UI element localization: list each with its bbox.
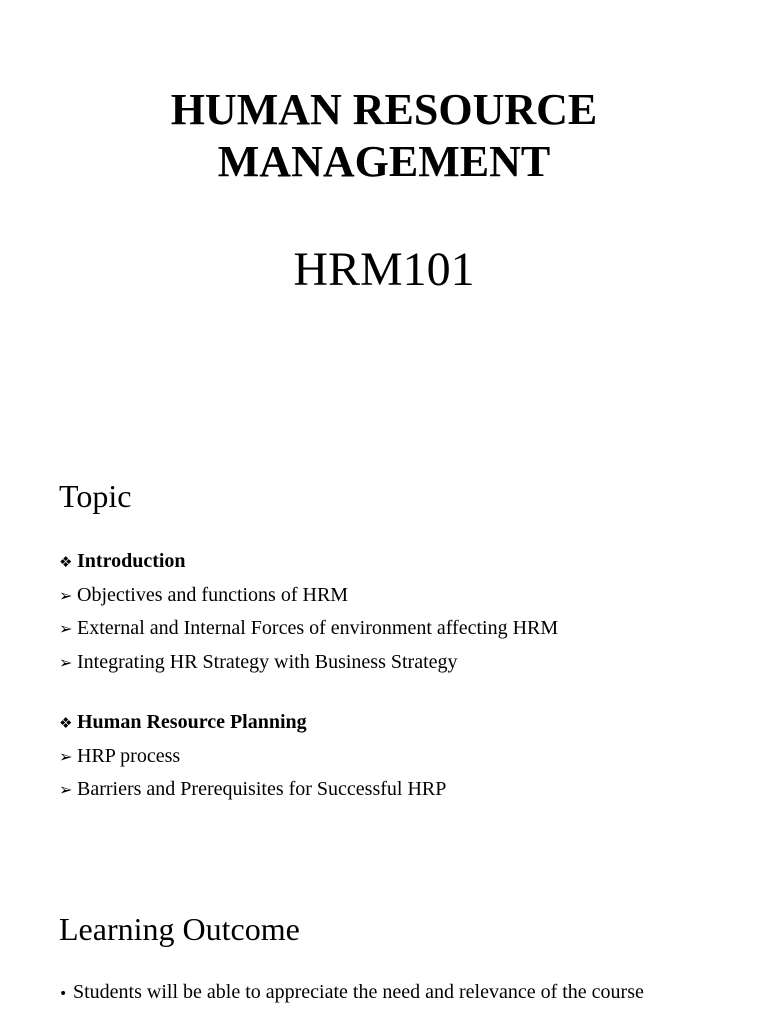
topic-heading: Topic	[59, 478, 132, 514]
title-line-1: HUMAN RESOURCE	[170, 85, 598, 134]
group-title-text: Human Resource Planning	[77, 711, 307, 733]
diamond-bullet-icon: ❖	[59, 714, 73, 732]
list-item	[59, 612, 739, 646]
group-title-text: Introduction	[77, 550, 186, 572]
list-item	[59, 646, 739, 680]
group-title	[59, 706, 739, 740]
diamond-bullet-icon: ❖	[59, 553, 73, 571]
learning-outcome-heading: Learning Outcome	[59, 911, 300, 947]
topic-group-introduction	[59, 545, 739, 679]
list-item-text: Objectives and functions of HRM	[77, 583, 349, 606]
list-item-text: Integrating HR Strategy with Business Strategy	[77, 650, 458, 673]
list-item	[59, 579, 739, 613]
topic-group-hr-planning	[59, 706, 739, 807]
learning-outcome-list	[59, 980, 709, 1007]
arrow-bullet-icon: ➢	[59, 746, 73, 766]
title-line-2: MANAGEMENT	[217, 137, 551, 186]
arrow-bullet-icon: ➢	[59, 652, 73, 672]
slide-title	[0, 84, 768, 188]
arrow-bullet-icon: ➢	[59, 619, 73, 638]
list-item-text: HRP process	[77, 744, 181, 767]
list-item	[59, 980, 709, 1007]
outcome-text: Students will be able to appreciate the need and relevance of the course	[73, 981, 644, 1003]
arrow-bullet-icon: ➢	[59, 780, 73, 799]
list-item-text: Barriers and Prerequisites for Successful HRP	[77, 778, 447, 800]
list-item	[59, 740, 739, 774]
arrow-bullet-icon: ➢	[59, 585, 73, 605]
bullet-dot-icon: •	[59, 986, 68, 1002]
course-code: HRM101	[293, 243, 475, 296]
list-item	[59, 773, 739, 807]
list-item-text: External and Internal Forces of environment affecting HRM	[77, 617, 559, 639]
group-title	[59, 545, 739, 579]
